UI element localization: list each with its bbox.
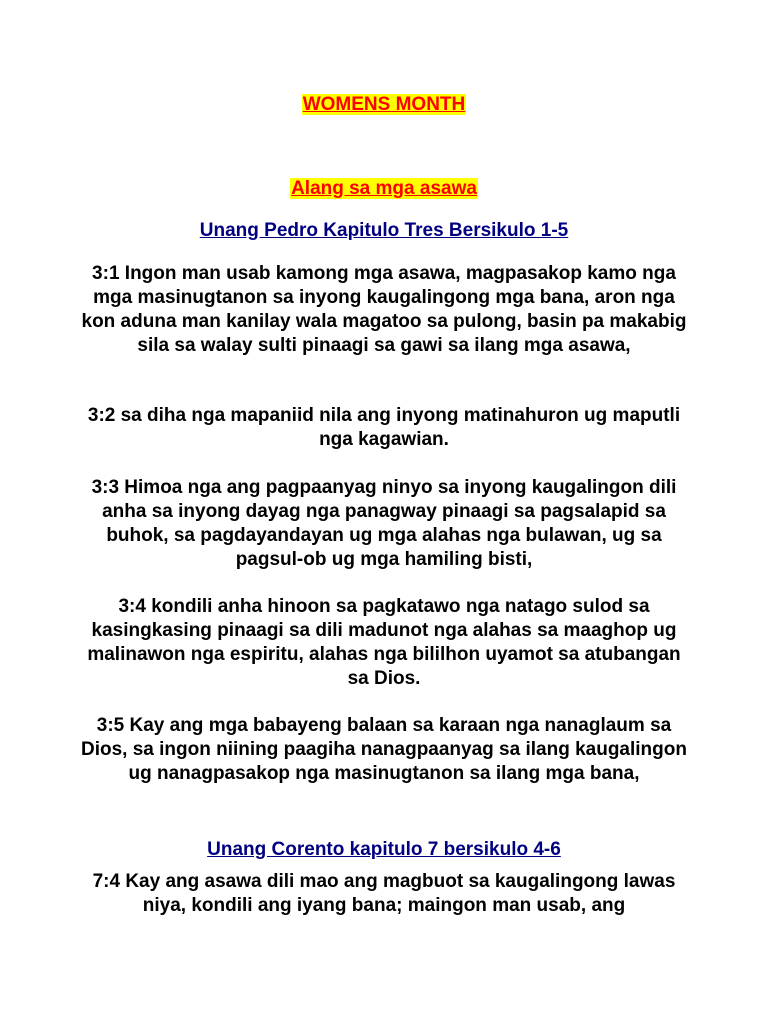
document-title bbox=[0, 93, 768, 117]
verse-3-3: 3:3 Himoa nga ang pagpaanyag ninyo sa inyong kaugalingon dili anha sa inyong dayag nga panagway pinaagi sa pagsalapid sa buhok, sa pagdayandayan ug mga alahas nga bulawan, ug sa pagsul-ob ug mga hamiling bisti, bbox=[91, 477, 677, 570]
section-heading-pedro-text: Unang Pedro Kapitulo Tres Bersikulo 1-5 bbox=[199, 220, 569, 241]
document-subtitle bbox=[0, 177, 768, 201]
section-heading-pedro bbox=[0, 219, 768, 243]
verse-3-5: 3:5 Kay ang mga babayeng balaan sa karaan nga nanaglaum sa Dios, sa ingon niining paagiha nanagpaanyag sa ilang kaugalingon ug nanagpasakop nga masinugtanon sa ilang mga bana, bbox=[81, 715, 687, 784]
verse-3-1: 3:1 Ingon man usab kamong mga asawa, magpasakop kamo nga mga masinugtanon sa inyong kaugalingong mga bana, aron nga kon aduna man kanilay wala magatoo sa pulong, basin pa makabig sila sa walay sulti pinaagi sa gawi sa ilang mga asawa, bbox=[81, 263, 687, 356]
verse-7-4: 7:4 Kay ang asawa dili mao ang magbuot sa kaugalingong lawas niya, kondili ang iyang bana; maingon man usab, ang bbox=[92, 871, 676, 916]
document-title-text: WOMENS MONTH bbox=[302, 94, 466, 115]
section-heading-corento bbox=[0, 838, 768, 862]
section-heading-corento-text: Unang Corento kapitulo 7 bersikulo 4-6 bbox=[207, 839, 561, 860]
verse-3-2: 3:2 sa diha nga mapaniid nila ang inyong matinahuron ug maputli nga kagawian. bbox=[87, 405, 681, 450]
document-subtitle-text: Alang sa mga asawa bbox=[291, 178, 477, 199]
verse-3-4: 3:4 kondili anha hinoon sa pagkatawo nga natago sulod sa kasingkasing pinaagi sa dili madunot nga alahas sa maaghop ug malinawon nga espiritu, alahas nga bililhon uyamot sa atubangan sa Dios. bbox=[87, 596, 681, 689]
